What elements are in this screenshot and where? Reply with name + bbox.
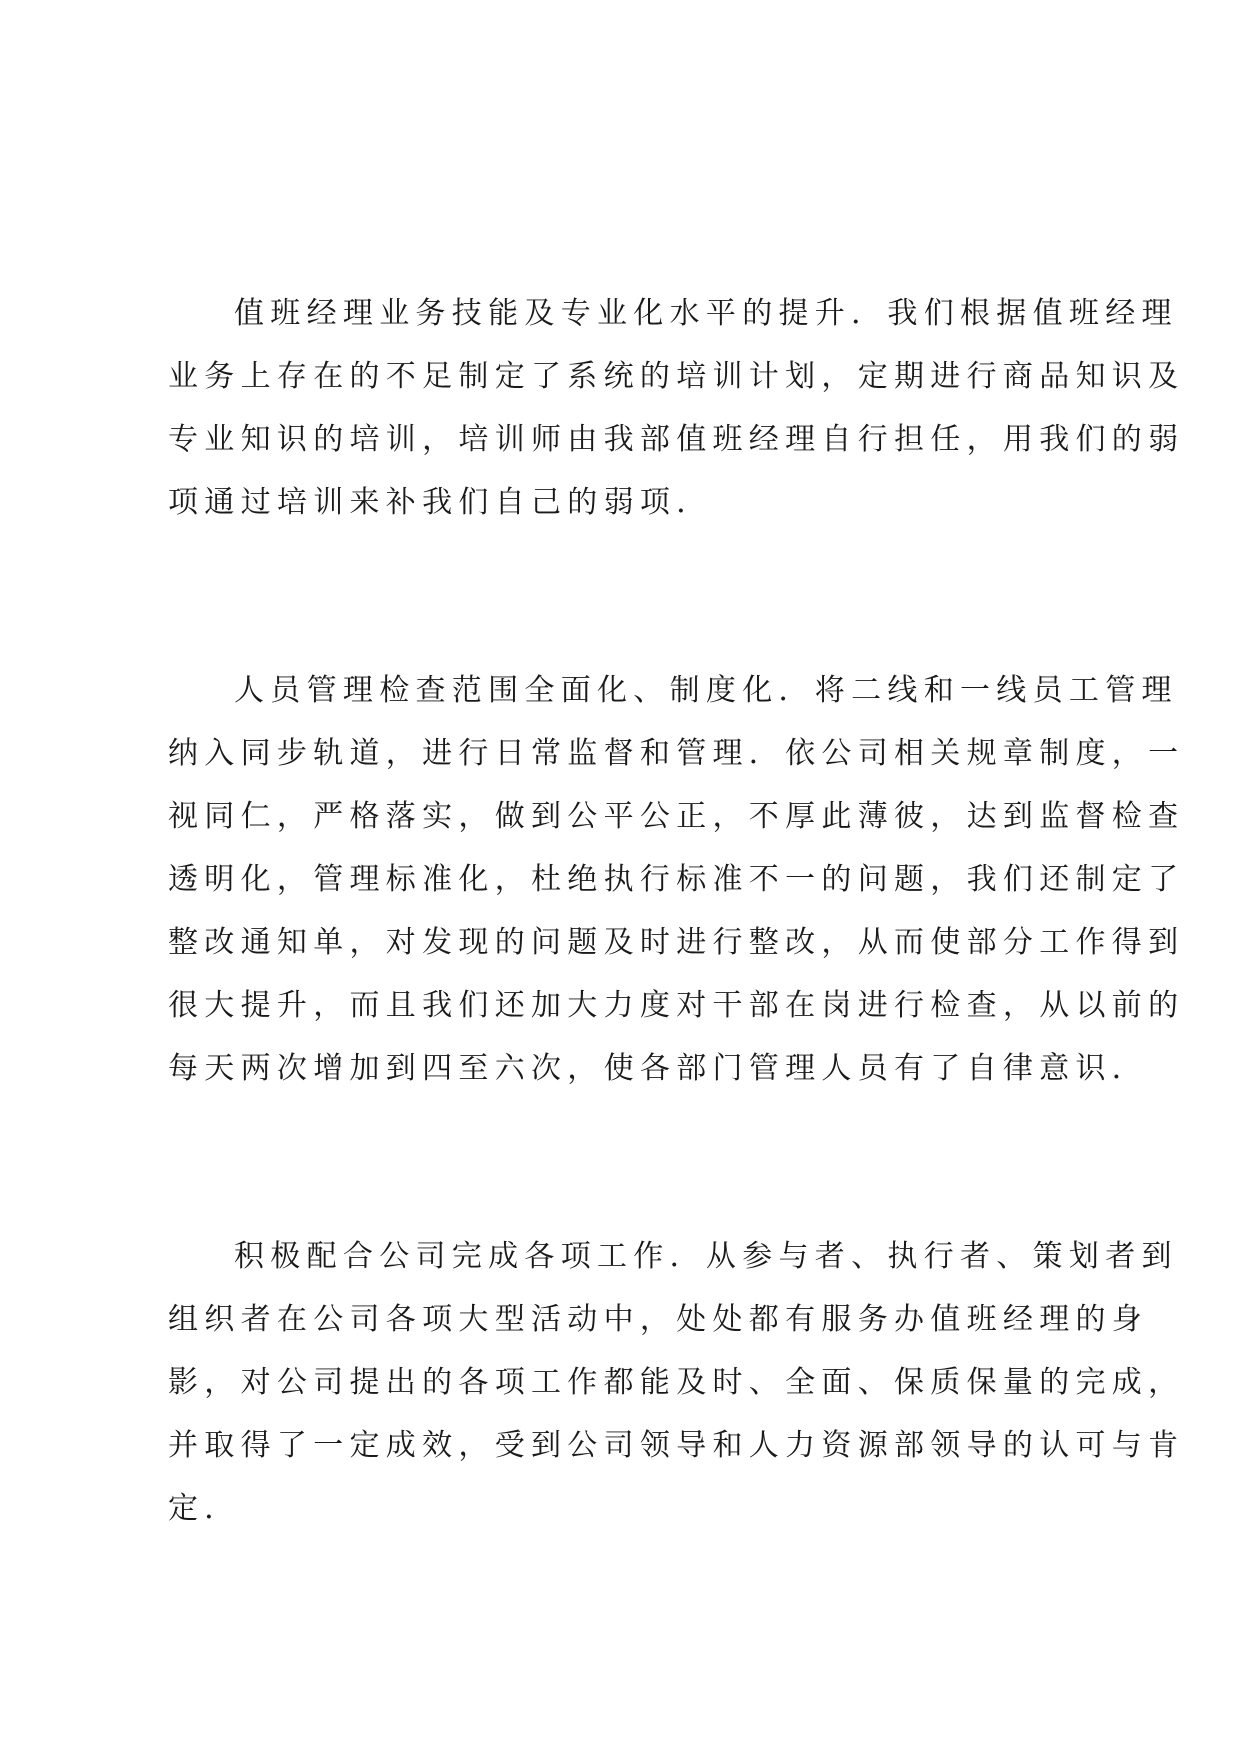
paragraph-line: 项通过培训来补我们自己的弱项． (168, 485, 713, 520)
paragraph-line: 组织者在公司各项大型活动中，处处都有服务办值班经理的身 (168, 1302, 1149, 1337)
paragraph-line: 积极配合公司完成各项工作．从参与者、执行者、策划者到 (234, 1239, 1178, 1274)
paragraph-line: 值班经理业务技能及专业化水平的提升．我们根据值班经理 (234, 296, 1178, 331)
paragraph-line: 业务上存在的不足制定了系统的培训计划，定期进行商品知识及 (168, 359, 1185, 394)
paragraph-line: 视同仁，严格落实，做到公平公正，不厚此薄彼，达到监督检查 (168, 799, 1185, 834)
paragraph-line: 影，对公司提出的各项工作都能及时、全面、保质保量的完成， (168, 1365, 1185, 1400)
paragraph-line: 整改通知单，对发现的问题及时进行整改，从而使部分工作得到 (168, 925, 1185, 960)
document-body (168, 282, 1185, 1540)
paragraph-staff-management (168, 659, 1185, 1100)
paragraph-line: 透明化，管理标准化，杜绝执行标准不一的问题，我们还制定了 (168, 862, 1185, 897)
paragraph-spacer (168, 534, 1098, 659)
paragraph-line: 每天两次增加到四至六次，使各部门管理人员有了自律意识． (168, 1051, 1149, 1086)
paragraph-line: 定． (168, 1491, 241, 1526)
paragraph-line: 人员管理检查范围全面化、制度化．将二线和一线员工管理 (234, 673, 1178, 708)
paragraph-duty-manager-skills (168, 282, 1185, 534)
paragraph-spacer (168, 1100, 1098, 1225)
paragraph-line: 纳入同步轨道，进行日常监督和管理．依公司相关规章制度，一 (168, 736, 1185, 771)
paragraph-line: 很大提升，而且我们还加大力度对干部在岗进行检查，从以前的 (168, 988, 1185, 1023)
paragraph-line: 并取得了一定成效，受到公司领导和人力资源部领导的认可与肯 (168, 1428, 1185, 1463)
paragraph-company-cooperation (168, 1225, 1185, 1540)
paragraph-line: 专业知识的培训，培训师由我部值班经理自行担任，用我们的弱 (168, 422, 1185, 457)
